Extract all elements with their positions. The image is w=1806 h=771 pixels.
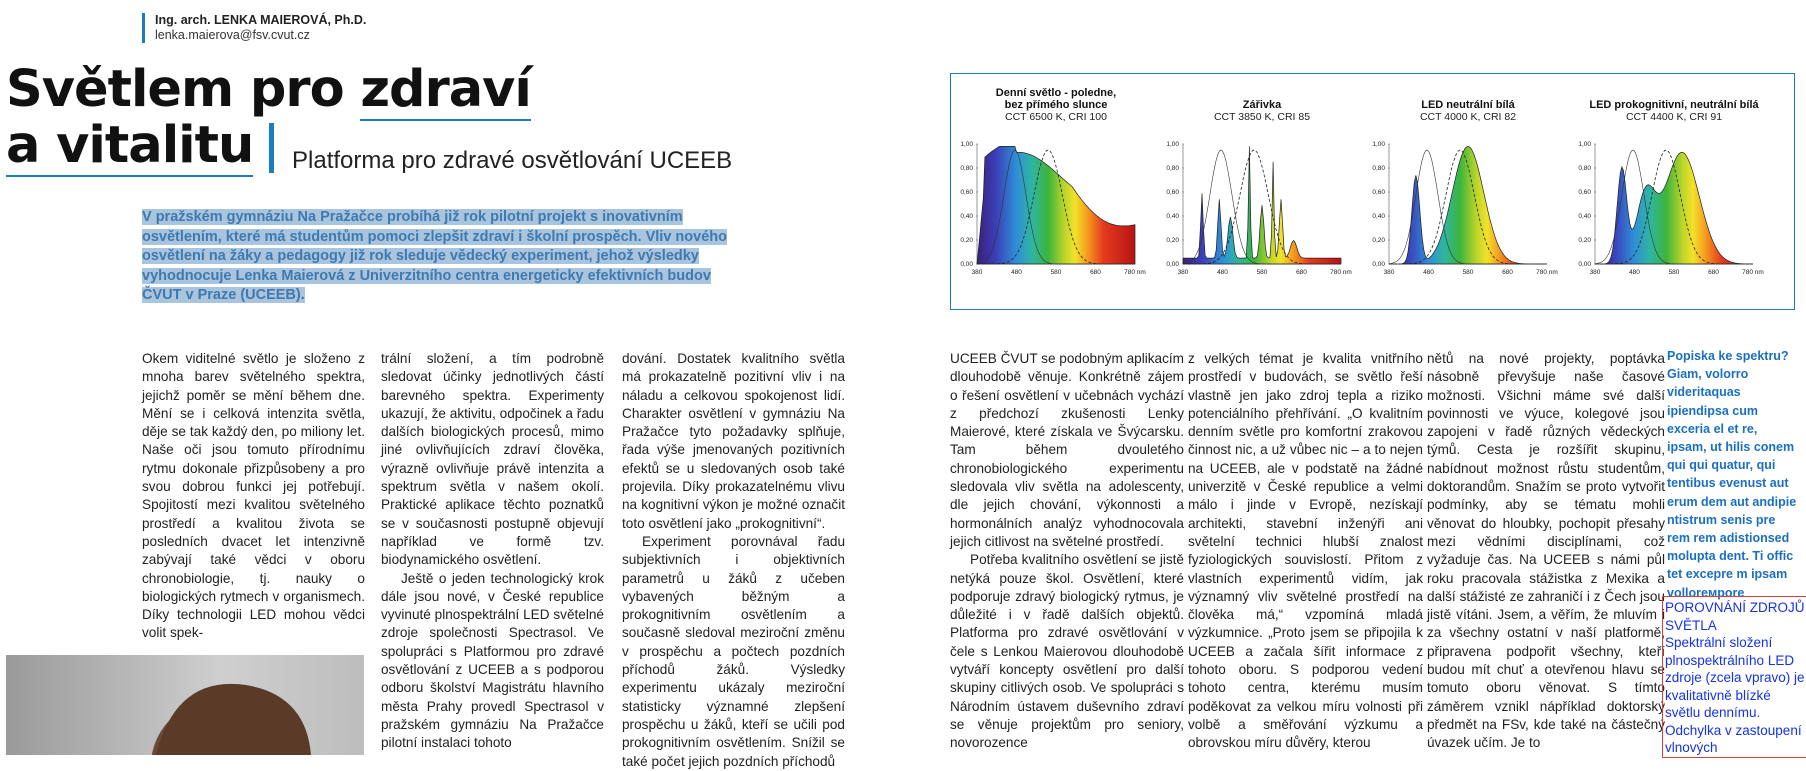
lead-text: V pražském gymnáziu Na Pražačce probíhá již rok pilotní projekt s inovativním osvětlením, které má studentům pomoci zlepšit zdraví i školní prospěch. Vliv nového osvětlení na žáky a pedagogy již rok sleduje vědecký experiment, jehož výsledky vyhodnocuje Lenka Maierová z Univerzitního centra energeticky efektivních budov ČVUT v Praze (UCEEB). [142, 209, 727, 303]
spectrum-area [977, 146, 1135, 264]
x-tick-label: 780 nm [1124, 269, 1146, 276]
caption-heading: POROVNÁNÍ ZDROJŮ SVĚTLA [1665, 600, 1805, 633]
chart-subtitle: CCT 3850 K, CRI 85 [1213, 111, 1311, 123]
chart-subtitle: CCT 4400 K, CRI 91 [1625, 111, 1723, 123]
y-tick-label: 0,80 [1578, 165, 1591, 172]
title-line2-text: a vitalitu [6, 116, 254, 175]
y-tick-label: 0,20 [1578, 237, 1591, 244]
y-tick-label: 0,40 [960, 213, 973, 220]
paragraph: z velkých témat je kvalita vnitřního prostředí v budovách, se světlo řeší vlastně jen jako zdroj tepla a riziko potenciálního přehřívání. „O kvalitním denním světle pro komfortní zrakovou činnost nic, a už vůbec nic – a to nejen na UCEEB, ale v podstatě na žádné univerzitě v České republice a velmi málo i jinde v Evropě, nezískají architekti, stavební inženýři ani světelní technici hlubší znalost fyziologických souvislostí. Přitom z vlastních experimentů vidím, jak významný vliv světelné prostředí na člověka má,“ vzpomíná mladá výzkumnice. „Proto jsem se připojila k UCEEB a začala šířit informace z tohoto oboru. S podporou vedení tohoto centra, kterému musím poděkovat za velkou míru volnosti při volbě a směřování výzkumu a obrovskou míru důvěry, kterou [1188, 351, 1423, 751]
chart-subtitle: CCT 4000 K, CRI 82 [1419, 111, 1517, 123]
x-tick-label: 480 [1629, 269, 1640, 276]
x-tick-label: 780 nm [1742, 269, 1764, 276]
title-underlined-word: zdraví [360, 60, 531, 119]
y-tick-label: 0,40 [1372, 213, 1385, 220]
paragraph: dování. Dostatek kvalitního světla má prokazatelně pozitivní vliv i na náladu a celkovou spokojenost lidí. Charakter osvětlení v gymnáziu Na Pražačce tyto požadavky splňuje, řada výše jmenovaných pozitivních efektů se u sledovaných osob také projevila. Díky prokazatelnému vlivu na kognitivní výkon je možné označit toto osvětlení jako „prokognitivní“. [622, 351, 845, 531]
y-tick-label: 1,00 [960, 141, 973, 148]
x-tick-label: 680 [1296, 269, 1307, 276]
y-tick-label: 0,80 [1166, 165, 1179, 172]
y-tick-label: 0,40 [1578, 213, 1591, 220]
chart-title: Zářivka [1242, 99, 1282, 111]
article-title-line2 [6, 118, 253, 174]
x-tick-label: 680 [1090, 269, 1101, 276]
author-name: Ing. arch. LENKA MAIEROVÁ, Ph.D. [155, 13, 367, 27]
y-tick-label: 0,00 [1166, 261, 1179, 268]
article-subtitle: Platforma pro zdravé osvětlování UCEEB [292, 147, 733, 174]
y-tick-label: 0,80 [960, 165, 973, 172]
y-tick-label: 0,00 [1578, 261, 1591, 268]
author-email[interactable]: lenka.maierova@fsv.cvut.cz [155, 28, 310, 42]
x-tick-label: 780 nm [1536, 269, 1558, 276]
x-tick-label: 480 [1217, 269, 1228, 276]
body-column-6 [1427, 350, 1665, 753]
paragraph: nětů na nové projekty, poptávka násobně převyšuje naše časové možnosti. Všichni máme své další povinnosti ve výuce, kolegové jsou zapojeni v řadě různých vědeckých týmů. Cesta je rozšířit skupinu, nabídnout možnost růstu studentům, doktorandům. Snažím se proto vytvořit podmínky, aby se tématu mohli věnovat do hloubky, pochopit přesahy mezi vědními disciplínami, což vyžaduje čas. Na UCEEB s námi půl roku pracovala stážistka z Mexika a další stážisté ze zahraničí i z Čech jsou jistě vítáni. Jsem, a věřím, že mluvím i za všechny ostatní v naší platformě, připravena podpořit všechny, kteří budou mít chuť a otevřenou hlavu se tomuto oboru věnovat. S tímto záměrem vznikl nápříklad doktorský předmět na FSv, kde také na částečný úvazek učím. Je to [1427, 351, 1665, 751]
author-block [142, 13, 366, 43]
paragraph: Ještě o jeden technologický krok dále jsou nové, v České republice vyvinuté plnospektrální LED světelné zdroje společnosti Spectrasol. Ve spolupráci s Platformou pro zdravé osvětlování z UCEEB a s podporou odboru školství Magistrátu hlavního města Prahy provedl Spectrasol v pražském gymnáziu Na Pražačce pilotní instalaci tohoto [381, 570, 604, 751]
x-tick-label: 580 [1050, 269, 1062, 276]
x-tick-label: 480 [1423, 269, 1434, 276]
x-tick-label: 480 [1011, 269, 1022, 276]
y-tick-label: 0,20 [960, 237, 973, 244]
body-column-3 [622, 350, 845, 771]
body-column-5 [1188, 350, 1423, 753]
body-column-4 [950, 350, 1184, 753]
y-tick-label: 0,60 [1372, 189, 1385, 196]
paragraph: Experiment porovnával řadu subjektivních i objektivních parametrů u žáků z učeben vybavených běžným a prokognitivním osvětlením a současně sledoval meziroční změnu v prospěchu a počtech pozdních příchodů žáků. Výsledky experimentu ukázaly meziroční statisticky významné zlepšení prospěchu u žáků, kteří se učili pod prokognitivním osvětlením. Snížil se také počet jejich pozdních příchodů [622, 533, 845, 769]
title-divider-bar [269, 123, 274, 173]
y-tick-label: 1,00 [1166, 141, 1179, 148]
portrait-image [6, 655, 364, 755]
y-tick-label: 1,00 [1372, 141, 1385, 148]
chart-title: bez přímého slunce [1004, 99, 1108, 111]
x-tick-label: 380 [1383, 269, 1395, 276]
paragraph: UCEEB ČVUT se podobným aplikacím dlouhodobě věnuje. Konkrétně zájem o řešení osvětlení v učebnách vychází z předchozí zkušenosti Lenky Maierové, které získala ve Švýcarsku. Tam během dvouletého chronobiologického experimentu sledovala vliv světla na adolescenty, dle jejich chování, výkonnosti a hormonálních analýz vyhodnocovala jejich citlivost na světelné prostředí. [950, 351, 1184, 549]
author-photo [6, 655, 364, 755]
chart-title: LED prokognitivní, neutrální bílá [1589, 99, 1759, 111]
y-tick-label: 1,00 [1578, 141, 1591, 148]
x-tick-label: 380 [1589, 269, 1601, 276]
x-tick-label: 780 nm [1330, 269, 1352, 276]
x-tick-label: 680 [1502, 269, 1513, 276]
x-tick-label: 580 [1256, 269, 1268, 276]
comparison-caption[interactable] [1665, 599, 1805, 757]
caption-text: Spektrální složení plnospektrálního LED zdroje (zcela vpravo) je kvalitativně blízké světlu dennímu. Odchylka v zastoupení vlnových [1665, 635, 1805, 755]
body-column-2 [381, 350, 604, 753]
y-tick-label: 0,80 [1372, 165, 1385, 172]
spectrum-area [1389, 146, 1547, 264]
y-tick-label: 0,00 [960, 261, 973, 268]
paragraph: Okem viditelné světlo je složeno z mnoha barev světelného spektra, jejichž poměr se mění během dne. Mění se i celková intenzita světla, děje se tak každý den, po miliony let. Naše oči jsou tomuto přírodnímu rytmu dokonale přizpůsobeny a pro svou dobrou funkci jej potřebují. Spojitostí mezi kvalitou světelného prostředí a kvalitou života se posledních dvacet let intenzivně zabývají také vědci v oboru chronobiologie, tj. nauky o biologických rytmech v organismech. Díky technologii LED mohou vědci volit spek- [142, 351, 365, 641]
body-column-1 [142, 350, 365, 643]
chart-title: Denní světlo - poledne, [995, 87, 1117, 99]
x-tick-label: 580 [1462, 269, 1474, 276]
y-tick-label: 0,00 [1372, 261, 1385, 268]
chart-title: LED neutrální bílá [1421, 99, 1515, 111]
title-part: Světlem pro [6, 60, 361, 119]
y-tick-label: 0,20 [1372, 237, 1385, 244]
y-tick-label: 0,20 [1166, 237, 1179, 244]
paragraph: Potřeba kvalitního osvětlení se jistě netýká pouze škol. Osvětlení, které podporuje zdravý biologický rytmus, je důležité i v řadě dalších objektů. Platforma pro zdravé osvětlování v čele s Lenkou Maierovou dlouhodobě vytváří koncepty osvětlení pro další skupiny citlivých osob. Ve spolupráci s Národním ústavem duševního zdraví se věnuje projektům pro seniory, novorozence [950, 552, 1184, 751]
spectrum-charts [951, 74, 1794, 309]
x-tick-label: 580 [1668, 269, 1680, 276]
x-tick-label: 680 [1708, 269, 1719, 276]
lead-paragraph[interactable] [142, 208, 730, 306]
chart-subtitle: CCT 6500 K, CRI 100 [1005, 111, 1107, 123]
article-title-line1 [6, 62, 531, 118]
x-tick-label: 380 [971, 269, 983, 276]
y-tick-label: 0,60 [1166, 189, 1179, 196]
paragraph: trální složení, a tím podrobně sledovat účinky jednotlivých částí barevného spektra. Experimenty ukazují, že aktivitu, odpočinek a řadu dalších biologických procesů, mimo jiné ovlivňujících zdraví člověka, výrazně ovlivňuje právě intenzita a spektrum světla v našem okolí. Praktické aplikace těchto poznatků se v současnosti postupně objevují například ve formě tzv. biodynamického osvětlení. [381, 351, 604, 568]
y-tick-label: 0,40 [1166, 213, 1179, 220]
spectrum-chart-panel [950, 73, 1795, 310]
side-caption: Popiska ke spektru?Giam, volorro videritaquas ipiendipsa cum exceria el et re, ipsam, ut hilis conem qui qui quatur, qui tentibus evenust aut erum dem aut andipie ntistrum senis pre rem rem adistionsed molupta dent. Ti offic tet excepre m ipsam volloreмpore [1667, 349, 1797, 600]
x-tick-label: 380 [1177, 269, 1189, 276]
y-tick-label: 0,60 [960, 189, 973, 196]
y-tick-label: 0,60 [1578, 189, 1591, 196]
spectrum-area [1595, 152, 1753, 264]
spectrum-area [1183, 146, 1341, 264]
